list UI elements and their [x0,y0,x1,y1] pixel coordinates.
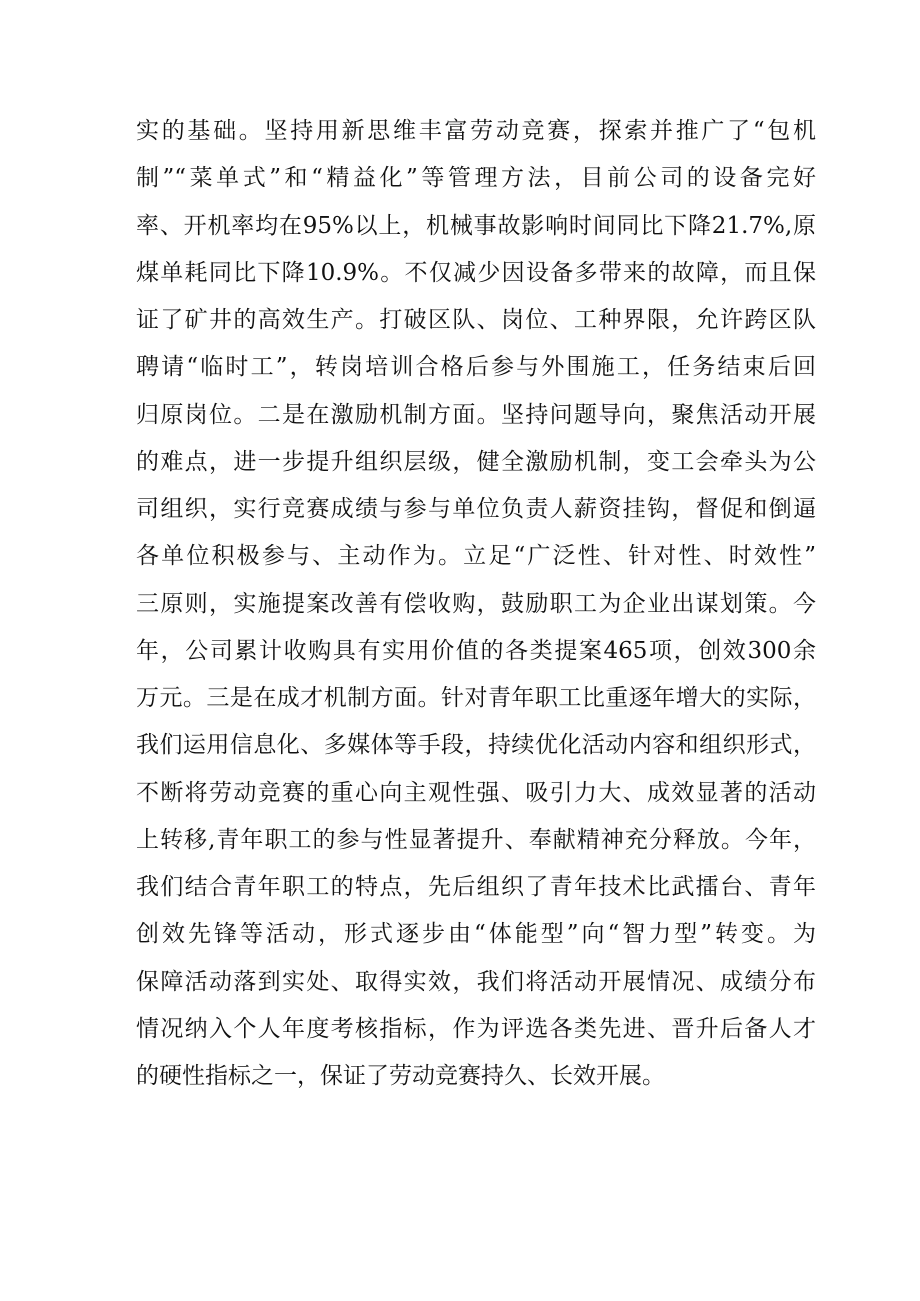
text-line: 制”“菜单式”和“精益化”等管理方法，目前公司的设备完好 [136,165,816,192]
text-line: 年，公司累计收购具有实用价值的各类提案465项，创效300余 [136,637,816,664]
body-paragraph [136,108,816,1100]
text-line: 各单位积极参与、主动作为。立足“广泛性、针对性、时效性” [136,543,816,570]
text-line: 司组织，实行竞赛成绩与参与单位负责人薪资挂钩，督促和倒逼 [136,496,816,522]
text-line: 聘请“临时工”，转岗培训合格后参与外围施工，任务结束后回 [136,354,816,381]
text-line: 保障活动落到实处、取得实效，我们将活动开展情况、成绩分布 [136,968,816,995]
text-line: 我们运用信息化、多媒体等手段，持续优化活动内容和组织形式， [136,732,816,759]
text-line: 万元。三是在成才机制方面。针对青年职工比重逐年增大的实际， [136,685,816,711]
text-line: 实的基础。坚持用新思维丰富劳动竞赛，探索并推广了“包机 [136,118,816,144]
text-line: 我们结合青年职工的特点，先后组织了青年技术比武擂台、青年 [136,874,816,900]
text-line: 的难点，进一步提升组织层级，健全激励机制，变工会牵头为公 [136,448,816,475]
text-line: 的硬性指标之一，保证了劳动竞赛持久、长效开展。 [136,1063,665,1089]
text-line: 证了矿井的高效生产。打破区队、岗位、工种界限，允许跨区队 [136,307,816,333]
text-line: 不断将劳动竞赛的重心向主观性强、吸引力大、成效显著的活动 [136,779,816,806]
text-line: 情况纳入个人年度考核指标，作为评选各类先进、晋升后备人才 [136,1015,816,1042]
text-line: 创效先锋等活动，形式逐步由“体能型”向“智力型”转变。为 [136,921,816,948]
text-line: 煤单耗同比下降10.9%。不仅减少因设备多带来的故障，而且保 [136,259,816,286]
text-line: 上转移,青年职工的参与性显著提升、奉献精神充分释放。今年， [136,826,816,853]
text-line: 率、开机率均在95%以上，机械事故影响时间同比下降21.7%,原 [136,212,816,239]
text-line: 三原则，实施提案改善有偿收购，鼓励职工为企业出谋划策。今 [136,590,816,617]
text-line: 归原岗位。二是在激励机制方面。坚持问题导向，聚焦活动开展 [136,401,816,428]
